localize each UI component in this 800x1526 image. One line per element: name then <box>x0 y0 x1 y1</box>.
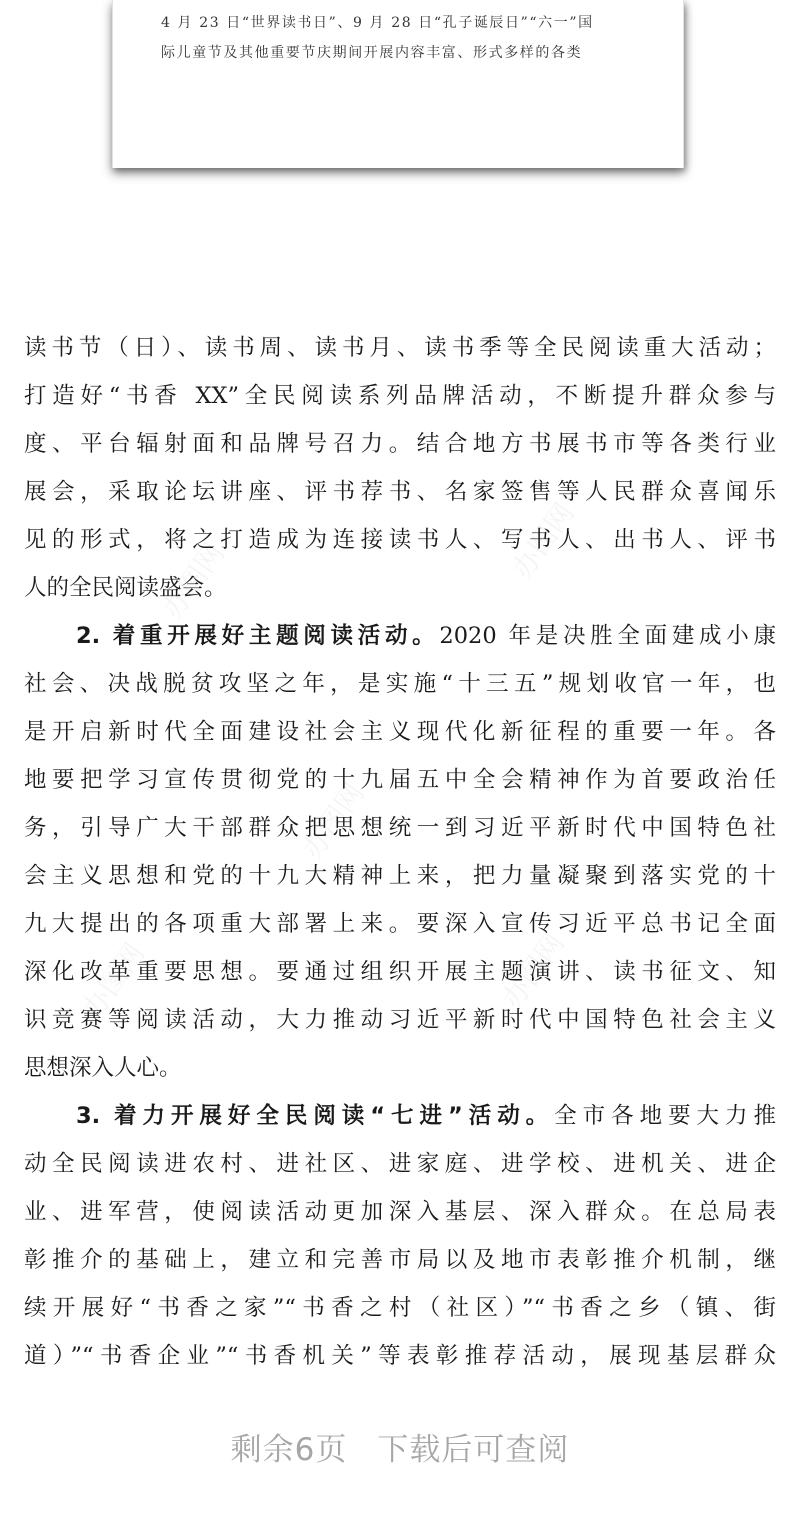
text-line: 思想深入人心。 <box>24 1055 182 1081</box>
preview-line-2: 际儿童节及其他重要节庆期间开展内容丰富、形式多样的各类 <box>161 45 583 61</box>
text-line: 识竞赛等阅读活动，大力推动习近平新时代中国特色社会主义 <box>24 1007 776 1033</box>
text-line: 度、平台辐射面和品牌号召力。结合地方书展书市等各类行业 <box>24 431 776 457</box>
text-line: 读书节（日）、读书周、读书月、读书季等全民阅读重大活动； <box>24 335 776 361</box>
paragraph-2 <box>0 612 800 1092</box>
text-line: 九大提出的各项重大部署上来。要深入宣传习近平总书记全面 <box>24 911 776 937</box>
text-line: 彰推介的基础上，建立和完善市局以及地市表彰推介机制，继 <box>24 1247 776 1273</box>
text-line: 展会，采取论坛讲座、评书荐书、名家签售等人民群众喜闻乐 <box>24 479 776 505</box>
text-line: 会主义思想和党的十九大精神上来，把力量凝聚到落实党的十 <box>24 863 776 889</box>
preview-line-1: 4 月 23 日“世界读书日”、9 月 28 日“孔子诞辰日”“六一”国 <box>161 15 594 31</box>
download-to-view-label: 下载后可查阅 <box>377 1432 570 1468</box>
document-body <box>0 324 800 1380</box>
text-line: 动全民阅读进农村、进社区、进家庭、进学校、进机关、进企 <box>24 1151 776 1177</box>
text-line: 深化改革重要思想。要通过组织开展主题演讲、读书征文、知 <box>24 959 776 985</box>
text-line: 打造好“书香 XX”全民阅读系列品牌活动，不断提升群众参与 <box>24 383 776 409</box>
paragraph-text: 全市各地要大力推 <box>554 1103 776 1129</box>
text-line <box>0 1092 776 1140</box>
text-line: 见的形式，将之打造成为连接读书人、写书人、出书人、评书 <box>24 527 776 553</box>
text-line: 地要把学习宣传贯彻党的十九届五中全会精神作为首要政治任 <box>24 767 776 793</box>
text-line: 是开启新时代全面建设社会主义现代化新征程的重要一年。各 <box>24 719 776 745</box>
remaining-pages-label: 剩余6页 <box>230 1432 348 1468</box>
paragraph-3 <box>0 1092 800 1380</box>
paragraph-1 <box>0 324 800 612</box>
text-line: 人的全民阅读盛会。 <box>24 575 227 601</box>
paragraph-heading: 3. 着力开展好全民阅读“七进”活动。 <box>76 1103 555 1129</box>
text-line: 道）”“书香企业”“书香机关”等表彰推荐活动，展现基层群众 <box>24 1343 776 1369</box>
text-line: 社会、决战脱贫攻坚之年，是实施“十三五”规划收官一年，也 <box>24 671 776 697</box>
text-line: 务，引导广大干部群众把思想统一到习近平新时代中国特色社 <box>24 815 776 841</box>
paragraph-text: 2020 年是决胜全面建成小康 <box>439 623 776 649</box>
text-line: 续开展好“书香之家”“书香之村（社区）”“书香之乡（镇、街 <box>24 1295 776 1321</box>
paragraph-heading: 2. 着重开展好主题阅读活动。 <box>76 623 440 649</box>
text-line <box>0 612 776 660</box>
previous-page-preview <box>112 0 684 168</box>
download-prompt[interactable] <box>0 1420 800 1480</box>
text-line: 业、进军营，使阅读活动更加深入基层、深入群众。在总局表 <box>24 1199 776 1225</box>
